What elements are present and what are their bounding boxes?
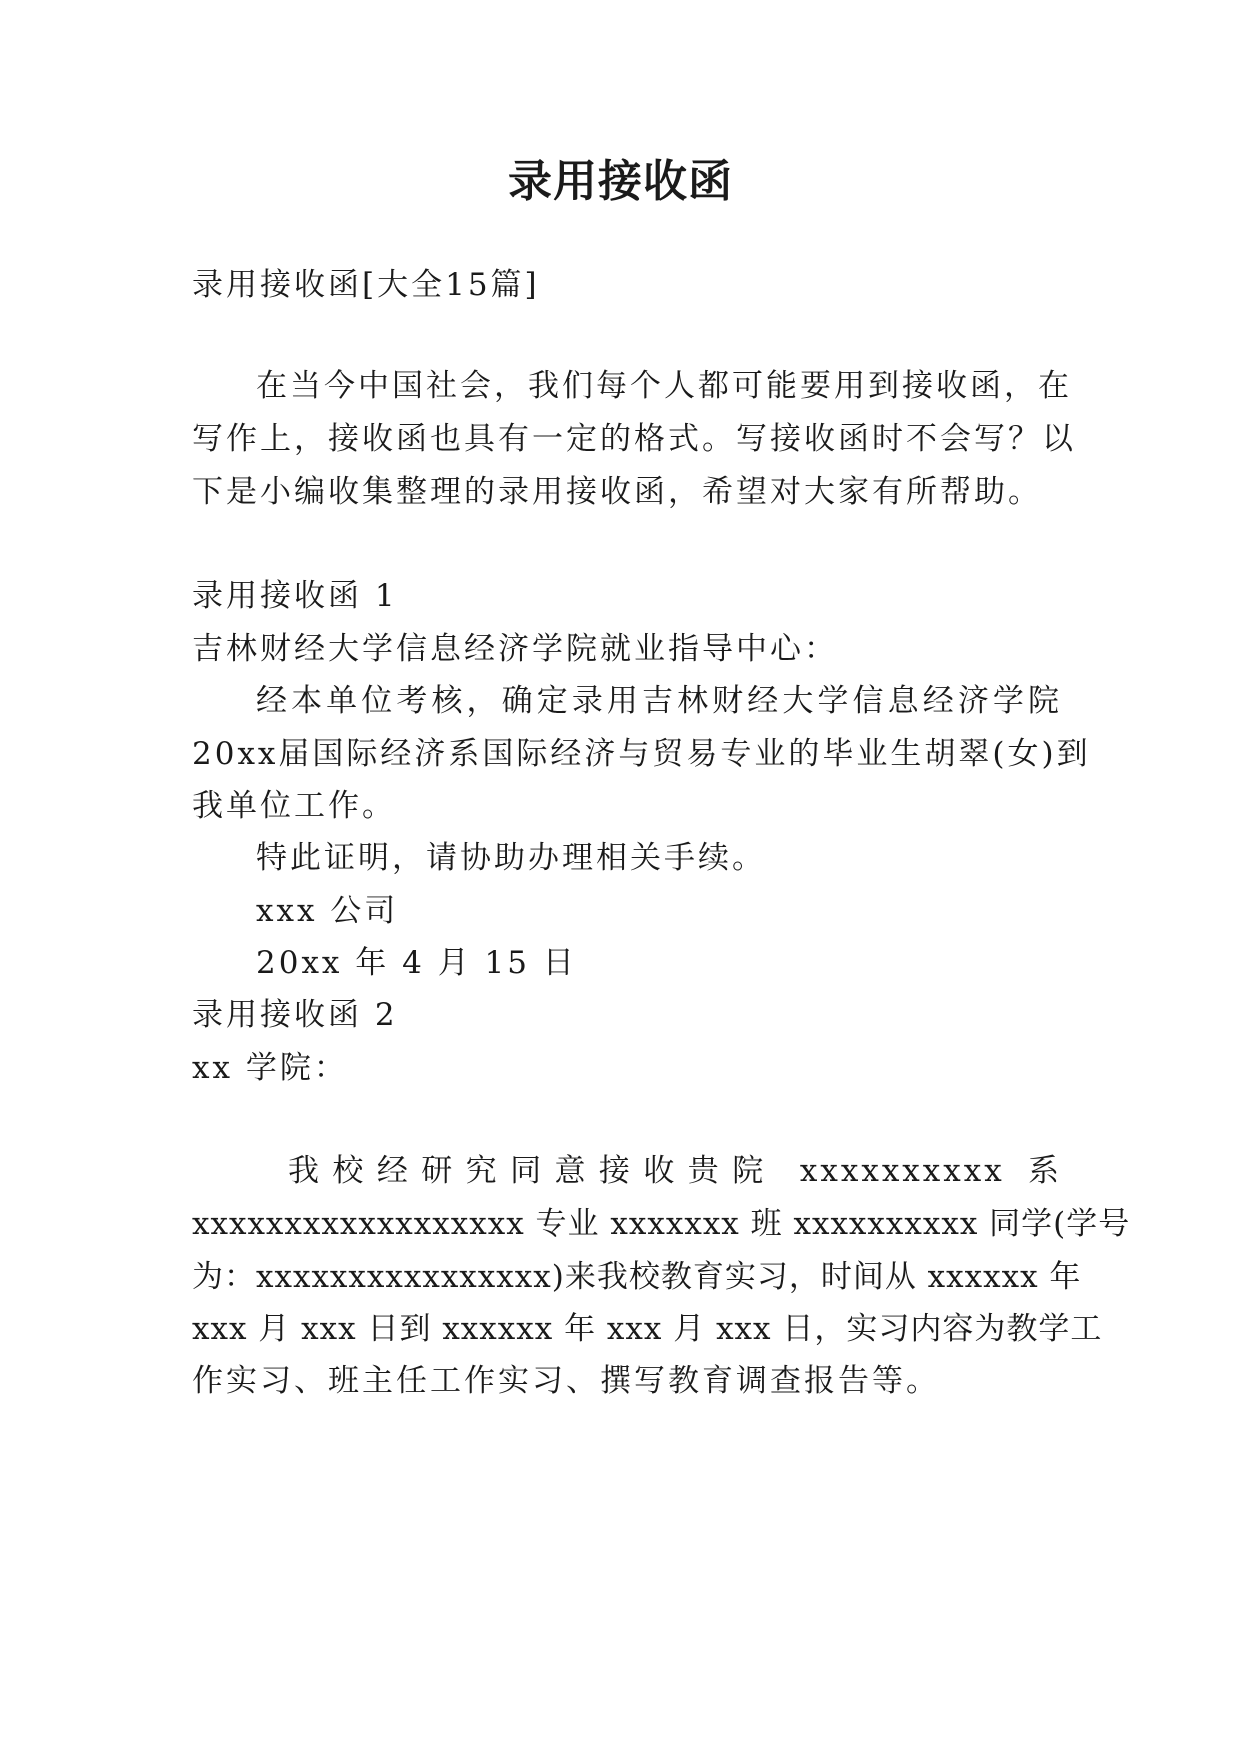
- intro-line-2: 写作上，接收函也具有一定的格式。写接收函时不会写？以: [192, 421, 1076, 457]
- letter2-body-line-1: 我校经研究同意接收贵院 xxxxxxxxxx 系: [288, 1153, 1062, 1189]
- letter2-recipient: xx 学院：: [192, 1050, 348, 1086]
- letter1-date: 20xx 年 4 月 15 日: [256, 945, 577, 981]
- letter1-signature: xxx 公司: [256, 893, 399, 929]
- letter2-heading: 录用接收函 2: [192, 997, 398, 1033]
- letter2-body-line-5: 作实习、班主任工作实习、撰写教育调查报告等。: [192, 1363, 940, 1399]
- intro-line-1: 在当今中国社会，我们每个人都可能要用到接收函，在: [256, 368, 1072, 404]
- document-subtitle: 录用接收函[大全15篇]: [192, 267, 540, 303]
- letter1-body-line-3: 我单位工作。: [192, 788, 396, 824]
- letter2-body-line-3: 为：xxxxxxxxxxxxxxxx)来我校教育实习，时间从 xxxxxx 年: [192, 1259, 1082, 1295]
- letter2-body-line-2: xxxxxxxxxxxxxxxxxx 专业 xxxxxxx 班 xxxxxxxxxx 同学(学号: [192, 1206, 1131, 1242]
- letter1-body-line-2: 20xx届国际经济系国际经济与贸易专业的毕业生胡翠(女)到: [192, 736, 1091, 772]
- letter1-body-line-1: 经本单位考核，确定录用吉林财经大学信息经济学院: [256, 683, 1062, 719]
- letter2-body-line-4: xxx 月 xxx 日到 xxxxxx 年 xxx 月 xxx 日，实习内容为教学工: [192, 1311, 1103, 1347]
- intro-line-3: 下是小编收集整理的录用接收函，希望对大家有所帮助。: [192, 474, 1042, 510]
- letter1-recipient: 吉林财经大学信息经济学院就业指导中心：: [192, 631, 838, 667]
- letter1-heading: 录用接收函 1: [192, 578, 398, 614]
- letter1-closing: 特此证明，请协助办理相关手续。: [256, 840, 766, 876]
- document-title: 录用接收函: [508, 156, 733, 207]
